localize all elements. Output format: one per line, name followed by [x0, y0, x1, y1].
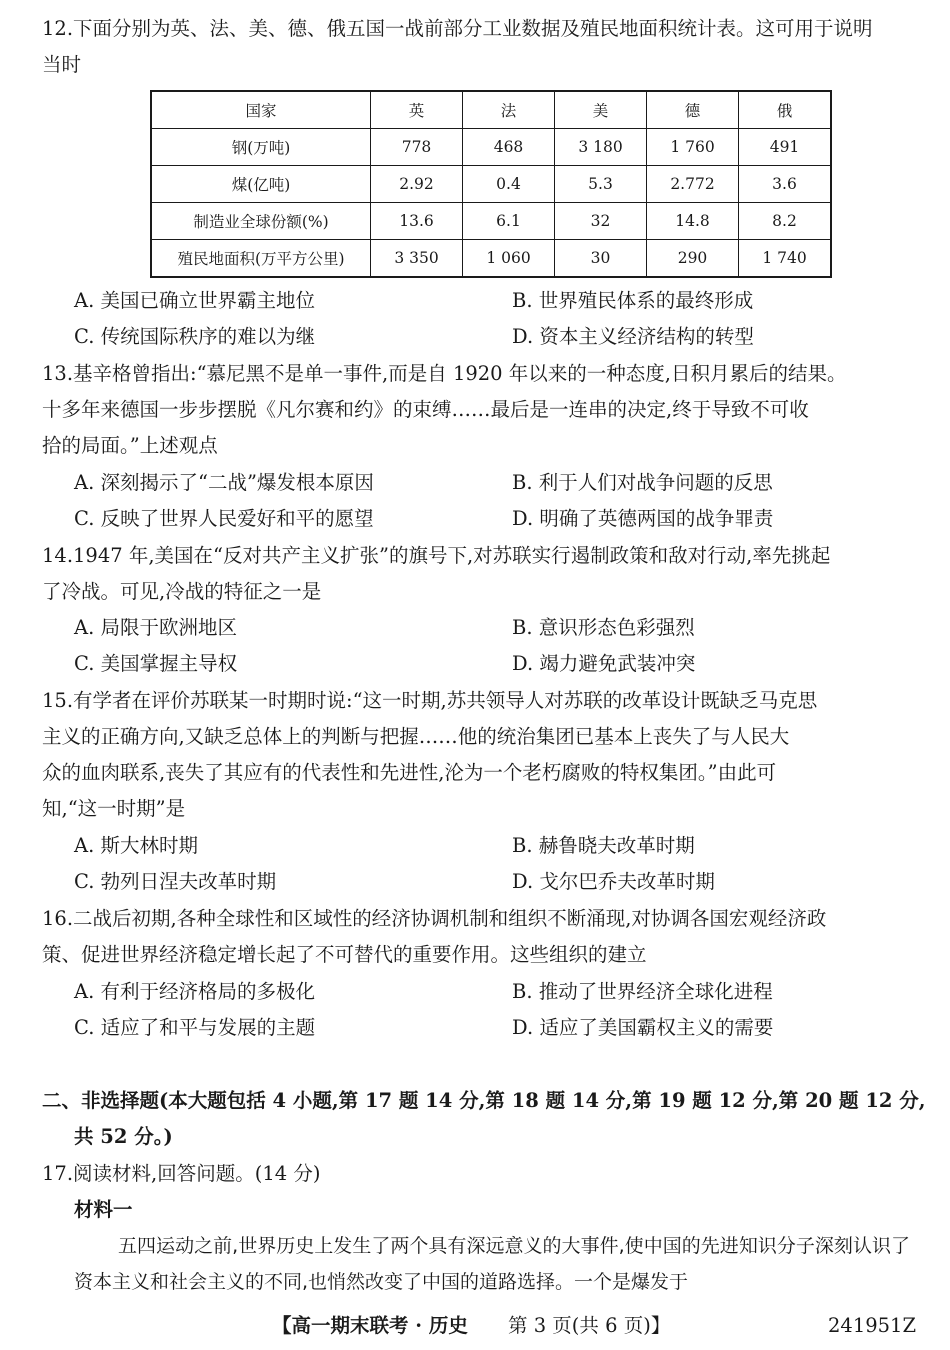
footer-code: 241951Z	[828, 1314, 916, 1337]
table-header-cell: 美	[555, 91, 647, 129]
q13-stem-line2: 十多年来德国一步步摆脱《凡尔赛和约》的束缚……最后是一连串的决定,终于导致不可收	[42, 398, 809, 421]
table-cell: 0.4	[463, 166, 555, 203]
table-cell: 13.6	[371, 203, 463, 240]
q15-stem-line3: 众的血肉联系,丧失了其应有的代表性和先进性,沦为一个老朽腐败的特权集团。”由此可	[42, 761, 777, 784]
q15-option-b[interactable]: B. 赫鲁晓夫改革时期	[512, 834, 695, 857]
q13-option-c[interactable]: C. 反映了世界人民爱好和平的愿望	[74, 507, 374, 530]
q14-option-d[interactable]: D. 竭力避免武装冲突	[512, 652, 696, 675]
table-row	[151, 203, 831, 240]
section2-heading-line1: 二、非选择题(本大题包括 4 小题,第 17 题 14 分,第 18 题 14 分,第 19 题 12 分,第 20 题 12 分,	[42, 1089, 926, 1112]
table-cell: 1 740	[739, 240, 832, 278]
q13-stem-line3: 拾的局面。”上述观点	[42, 434, 218, 457]
table-cell: 32	[555, 203, 647, 240]
q15-option-a[interactable]: A. 斯大林时期	[74, 834, 198, 857]
section2-heading-line2: 共 52 分。)	[74, 1125, 173, 1148]
table-header-cell: 俄	[739, 91, 832, 129]
table-header-cell: 德	[647, 91, 739, 129]
table-cell: 778	[371, 129, 463, 166]
table-cell: 468	[463, 129, 555, 166]
q12-option-c[interactable]: C. 传统国际秩序的难以为继	[74, 325, 316, 348]
q17-material-text: 五四运动之前,世界历史上发生了两个具有深远意义的大事件,使中国的先进知识分子深刻认识了资本主义和社会主义的不同,也悄然改变了中国的道路选择。一个是爆发于	[74, 1235, 910, 1293]
q13-option-a[interactable]: A. 深刻揭示了“二战”爆发根本原因	[74, 471, 374, 494]
q12-option-b[interactable]: B. 世界殖民体系的最终形成	[512, 289, 754, 312]
table-cell: 30	[555, 240, 647, 278]
table-cell: 1 060	[463, 240, 555, 278]
table-cell: 3 180	[555, 129, 647, 166]
table-header-cell: 法	[463, 91, 555, 129]
table-row-label: 煤(亿吨)	[151, 166, 371, 203]
q14-option-a[interactable]: A. 局限于欧洲地区	[74, 616, 237, 639]
q14-option-c[interactable]: C. 美国掌握主导权	[74, 652, 238, 675]
q16-option-b[interactable]: B. 推动了世界经济全球化进程	[512, 980, 773, 1003]
q15-stem-line1: 15.有学者在评价苏联某一时期时说:“这一时期,苏共领导人对苏联的改革设计既缺乏马克思	[42, 689, 818, 712]
table-cell: 3 350	[371, 240, 463, 278]
table-header-row	[151, 91, 831, 129]
table-cell: 5.3	[555, 166, 647, 203]
q15-option-c[interactable]: C. 勃列日涅夫改革时期	[74, 870, 277, 893]
q16-option-d[interactable]: D. 适应了美国霸权主义的需要	[512, 1016, 774, 1039]
footer-page-number: 第 3 页(共 6 页)】	[508, 1314, 671, 1337]
table-cell: 290	[647, 240, 739, 278]
q16-stem-line2: 策、促进世界经济稳定增长起了不可替代的重要作用。这些组织的建立	[42, 943, 647, 966]
q17-stem: 17.阅读材料,回答问题。(14 分)	[42, 1162, 321, 1185]
q15-stem-line4: 知,“这一时期”是	[42, 797, 186, 820]
table-row	[151, 166, 831, 203]
q15-option-d[interactable]: D. 戈尔巴乔夫改革时期	[512, 870, 715, 893]
table-cell: 1 760	[647, 129, 739, 166]
q15-stem-line2: 主义的正确方向,又缺乏总体上的判断与把握……他的统治集团已基本上丧失了与人民大	[42, 725, 790, 748]
q16-option-a[interactable]: A. 有利于经济格局的多极化	[74, 980, 315, 1003]
q17-material-title: 材料一	[74, 1198, 133, 1221]
table-cell: 6.1	[463, 203, 555, 240]
q16-stem-line1: 16.二战后初期,各种全球性和区域性的经济协调机制和组织不断涌现,对协调各国宏观经济政	[42, 907, 827, 930]
table-row	[151, 129, 831, 166]
q12-option-a[interactable]: A. 美国已确立世界霸主地位	[74, 289, 315, 312]
q12-option-d[interactable]: D. 资本主义经济结构的转型	[512, 325, 754, 348]
table-cell: 2.92	[371, 166, 463, 203]
table-cell: 3.6	[739, 166, 832, 203]
table-cell: 491	[739, 129, 832, 166]
table-row-label: 钢(万吨)	[151, 129, 371, 166]
q12-stem-line2: 当时	[42, 53, 82, 76]
q12-data-table	[150, 90, 832, 278]
table-row	[151, 240, 831, 278]
table-header-cell: 国家	[151, 91, 371, 129]
q16-option-c[interactable]: C. 适应了和平与发展的主题	[74, 1016, 316, 1039]
q14-stem-line2: 了冷战。可见,冷战的特征之一是	[42, 580, 322, 603]
q14-option-b[interactable]: B. 意识形态色彩强烈	[512, 616, 695, 639]
q12-stem-line1: 12.下面分别为英、法、美、德、俄五国一战前部分工业数据及殖民地面积统计表。这可用于说明	[42, 17, 873, 40]
table-header-cell: 英	[371, 91, 463, 129]
q13-stem-line1: 13.基辛格曾指出:“慕尼黑不是单一事件,而是自 1920 年以来的一种态度,日积月累后的结果。	[42, 362, 847, 385]
table-row-label: 制造业全球份额(%)	[151, 203, 371, 240]
q13-option-d[interactable]: D. 明确了英德两国的战争罪责	[512, 507, 774, 530]
table-cell: 14.8	[647, 203, 739, 240]
footer-exam-title: 【高一期末联考 · 历史	[272, 1314, 468, 1337]
table-cell: 2.772	[647, 166, 739, 203]
table-row-label: 殖民地面积(万平方公里)	[151, 240, 371, 278]
table-cell: 8.2	[739, 203, 832, 240]
q13-option-b[interactable]: B. 利于人们对战争问题的反思	[512, 471, 773, 494]
q14-stem-line1: 14.1947 年,美国在“反对共产主义扩张”的旗号下,对苏联实行遏制政策和敌对行动,率先挑起	[42, 544, 831, 567]
